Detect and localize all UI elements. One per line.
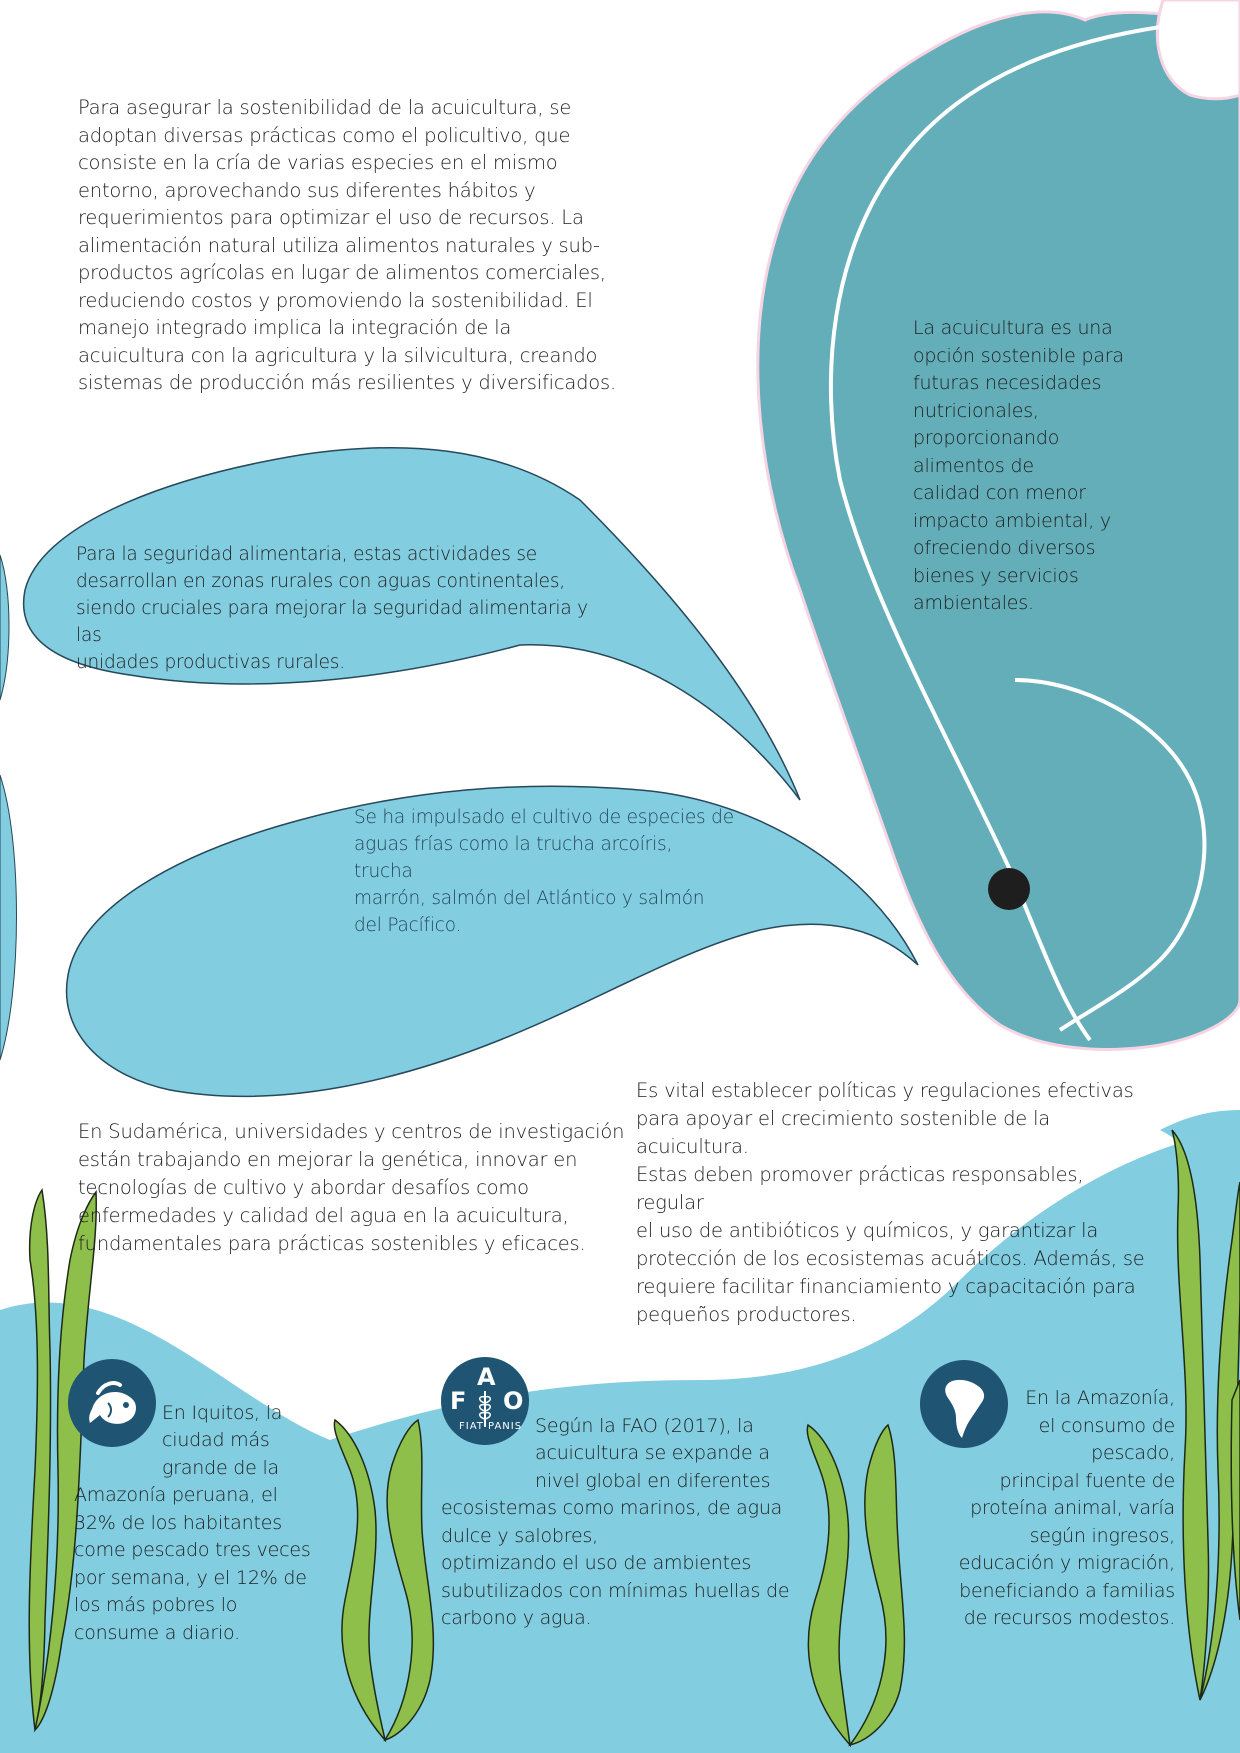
left-sliver-top xyxy=(0,555,9,700)
fao-fact-lead: Según la FAO (2017), la acuicultura se expande a nivel global en diferentes xyxy=(535,1414,771,1492)
left-sliver-bottom xyxy=(0,775,17,1060)
cold-water-paragraph: Se ha impulsado el cultivo de especies de aguas frías como la trucha arcoíris, trucha marrón, salmón del Atlántico y salmón del Pacífico. xyxy=(354,807,734,936)
fao-logo-letter-o: O xyxy=(503,1387,524,1415)
iquitos-fact-lead: En Iquitos, la ciudad más grande de la xyxy=(162,1401,283,1479)
fish-panel-paragraph: La acuicultura es una opción sostenible para futuras necesidades nutricionales, proporcionando alimentos de calidad con menor impacto ambiental, y ofreciendo diversos bienes y servicios ambientales. xyxy=(913,317,1124,614)
food-security-paragraph: Para la seguridad alimentaria, estas actividades se desarrollan en zonas rurales con aguas continentales, siendo cruciales para mejorar la seguridad alimentaria y las unidades productivas rurales. xyxy=(76,544,588,673)
iquitos-fact xyxy=(74,1372,334,1647)
iquitos-fact-rest: Amazonía peruana, el 32% de los habitantes come pescado tres veces por semana, y el 12% de los más pobres lo consume a diario. xyxy=(74,1484,311,1644)
intro-paragraph: Para asegurar la sostenibilidad de la acuicultura, se adoptan diversas prácticas como el policultivo, que consiste en la cría de varias especies en el mismo entorno, aprovechando sus diferentes hábitos y requerimientos para optimizar el uso de recursos. La alimentación natural utiliza alimentos naturales y sub- productos agrícolas en lugar de alimentos comerciales, reduciendo costos y promoviendo la sostenibilidad. El manejo integrado implica la integración de la acuicultura con la agricultura y la silvicultura, creando sistemas de producción más resilientes y diversificados. xyxy=(78,96,616,394)
fao-fact xyxy=(441,1385,811,1633)
fao-fact-rest: ecosistemas como marinos, de agua dulce y salobres, optimizando el uso de ambientes subutilizados con mínimas huellas de carbono y agua. xyxy=(441,1497,790,1629)
fao-logo-motto: FIAT PANIS xyxy=(459,1421,523,1432)
amazon-fact: En la Amazonía, el consumo de pescado, principal fuente de proteína animal, varía según ingresos, educación y migración, beneficiando a familias de recursos modestos. xyxy=(958,1387,1175,1629)
south-america-paragraph: En Sudamérica, universidades y centros de investigación están trabajando en mejorar la genética, innovar en tecnologías de cultivo y abordar desafíos como enfermedades y calidad del agua en la acuicultura, fundamentales para prácticas sostenibles y eficaces. xyxy=(78,1120,625,1255)
fish-eye xyxy=(988,868,1030,910)
fao-logo-letter-f: F xyxy=(450,1387,467,1415)
fao-logo-letter-a: A xyxy=(477,1363,496,1391)
policy-paragraph: Es vital establecer políticas y regulaciones efectivas para apoyar el crecimiento sostenible de la acuicultura. Estas deben promover prácticas responsables, regular el uso de antibióticos y químicos, y garantizar la protección de los ecosistemas acuáticos. Además, se requiere facilitar financiamiento y capacitación para pequeños productores. xyxy=(636,1079,1145,1326)
